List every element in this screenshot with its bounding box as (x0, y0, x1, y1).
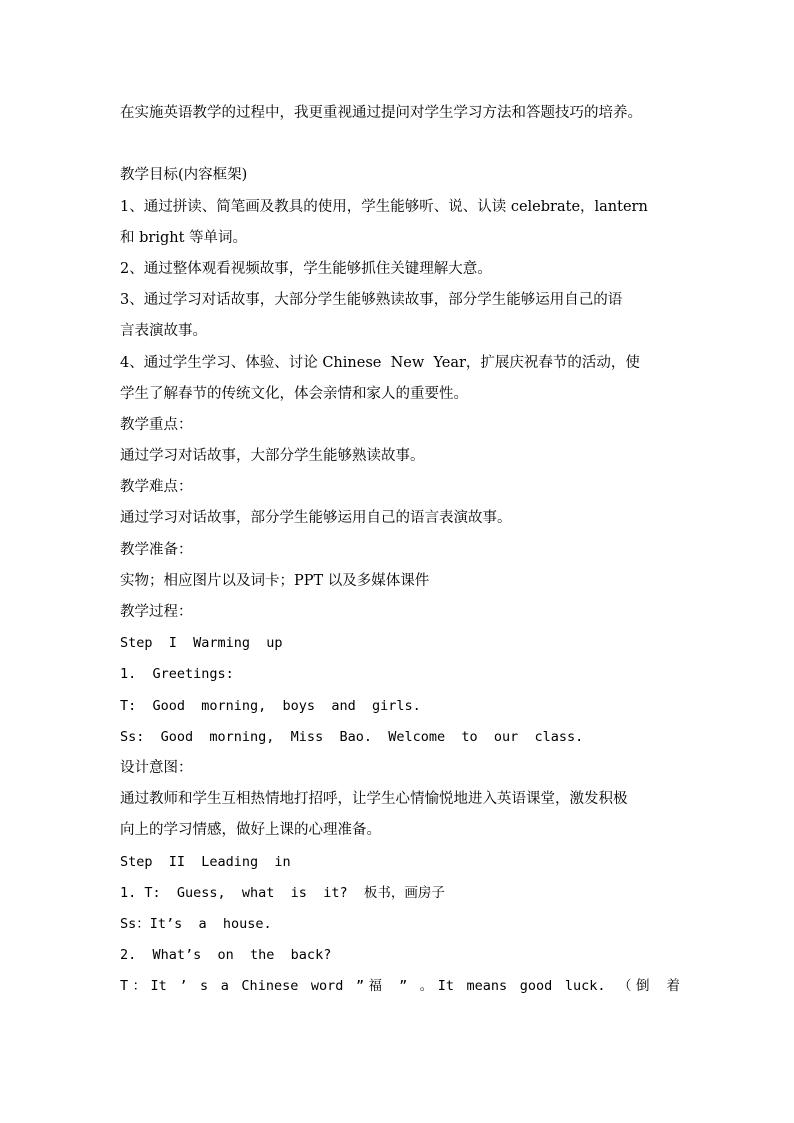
greetings-students: Ss: Good morning, Miss Bao. Welcome to our class. (120, 728, 584, 745)
design-intent-heading: 设计意图： (120, 759, 193, 776)
design-intent-line-1: 通过教师和学生互相热情地打招呼，让学生心情愉悦地进入英语课堂，激发积极 (120, 791, 628, 808)
goal-3-line-1: 3、通过学习对话故事，大部分学生能够熟读故事，部分学生能够运用自己的语 (120, 292, 623, 309)
leading-in-1-students: Ss：It’s a house. (120, 915, 272, 932)
difficulties-text: 通过学习对话故事，部分学生能够运用自己的语言表演故事。 (120, 510, 512, 527)
design-intent-line-2: 向上的学习情感，做好上课的心理准备。 (120, 822, 381, 839)
goals-heading: 教学目标(内容框架) (120, 167, 248, 184)
key-points-text: 通过学习对话故事，大部分学生能够熟读故事。 (120, 448, 425, 465)
greetings-title: 1. Greetings: (120, 666, 234, 683)
greetings-teacher: T: Good morning, boys and girls. (120, 697, 421, 714)
goal-3-line-2: 言表演故事。 (120, 323, 207, 340)
step-2-heading: Step II Leading in (120, 853, 291, 870)
goal-4-line-2: 学生了解春节的传统文化，体会亲情和家人的重要性。 (120, 385, 468, 402)
goal-2: 2、通过整体观看视频故事，学生能够抓住关键理解大意。 (120, 260, 492, 277)
leading-in-2: 2. What’s on the back? (120, 947, 332, 964)
document-page (120, 98, 680, 1002)
key-points-heading: 教学重点： (120, 416, 193, 433)
leading-in-1: 1. T: Guess, what is it? 板书，画房子 (120, 884, 445, 901)
goal-1-line-1: 1、通过拼读、简笔画及教具的使用，学生能够听、说、认读 celebrate，lantern (120, 198, 648, 215)
leading-in-2-teacher: T：It ’ s a Chinese word ”福 ” 。It means good luck. （倒 着 (120, 978, 680, 995)
step-1-heading: Step I Warming up (120, 635, 283, 652)
preparation-heading: 教学准备： (120, 541, 193, 558)
intro-paragraph: 在实施英语教学的过程中，我更重视通过提问对学生学习方法和答题技巧的培养。 (120, 105, 642, 121)
difficulties-heading: 教学难点： (120, 479, 193, 496)
blank-line (120, 129, 680, 160)
preparation-text: 实物；相应图片以及词卡；PPT 以及多媒体课件 (120, 572, 430, 589)
goal-1-line-2: 和 bright 等单词。 (120, 229, 248, 246)
goal-4-line-1: 4、通过学生学习、体验、讨论 Chinese New Year，扩展庆祝春节的活动，使 (120, 354, 640, 371)
process-heading: 教学过程： (120, 604, 193, 620)
